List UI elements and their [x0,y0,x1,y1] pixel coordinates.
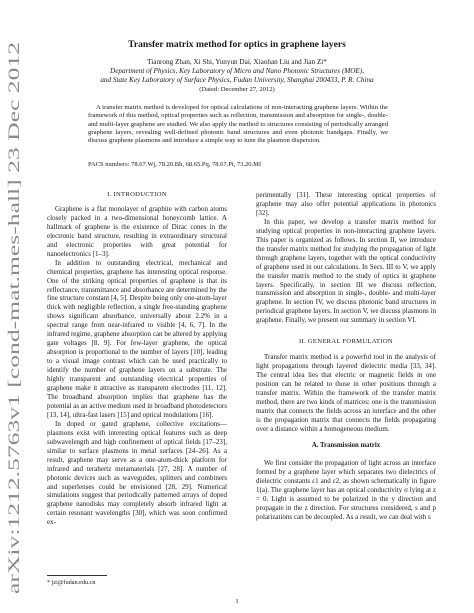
formulation-paragraph-2: We first consider the propagation of light across an interface formed by a graphene layer which separates two dielectrics of dielectric constants ε1 and ε2, as shown schematically in figure 1(a). The graphene layer has an optical conductivity σ lying at z = 0. Light is assumed to be polarized in the y direction and propagate in the z direction. For structures considered, s and p polarizations can be decoupled. As a result, we can deal with s [256,458,436,521]
intro-paragraph-3: In doped or gated graphene, collective excitations—plasmons exist with interesting optical features such as deep subwavelength and high confinement of optical fields [17–23], similar to surface plasmons in metal surfaces [24–26]. As a result, graphene may serve as a one-atom-thick platform for infrared and terahertz metamaterials [27, 28]. A number of photonic devices such as waveguides, splitters and combiners and superlenses could be envisioned [28, 29]. Numerical simulations suggest that periodically patterned arrays of doped graphene nanodisks may completely absorb infrared light at certain resonant wavelengths [30], which was soon confirmed ex- [47,419,227,527]
arxiv-stamp-svg [4,42,24,594]
right-column [256,191,436,521]
arxiv-stamp-text: arXiv:1212.5763v1 [cond-mat.mes-hall] 23 Dec 2012 [6,259,23,594]
paper-title: Transfer matrix method for optics in graphene layers [128,39,346,50]
page-number: 1 [235,598,239,605]
abstract: A transfer matrix method is developed for optical calculations of non-interacting graphene layers. Within the framework of this method, optical properties such as reflection, transmission and absorption for single-, double- and multi-layer graphene are studied. We also apply the method to structures consisting of periodically arranged graphene layers, revealing well-defined photonic band structures and even photonic bandgaps. Finally, we discuss graphene plasmons and introduce a simple way to tune the plasmon dispersion. [88,104,388,145]
intro-paragraph-2: In addition to outstanding electrical, mechanical and chemical properties, graphene has interesting optical response. One of the striking optical properties of graphene is that its reflectance, transmittance and absorbance are determined by the fine structure constant [4, 5]. Despite being only one-atom-layer thick with negligible reflection, a single free-standing graphene shows significant absorbance, universally about 2.2% in a spectral range from near-infrared to visible [4, 6, 7]. In the infrared regime, graphene absorption can be altered by applying gate voltages [8, 9]. For few-layer graphene, the optical absorption is proportional to the number of layers [10], leading to a visual image contrast which can be used practically to identify the number of graphene layers on a substrate. The highly transparent and outstanding electrical properties of graphene make it attractive as transparent electrodes [11, 12]. The broadband absorption implies that graphene has the potential as an active medium used in broadband photodetectors [13, 14], ultra-fast lasers [15] and optical modulations [16]. [47,258,227,419]
formulation-paragraph-1: Transfer matrix method is a powerful tool in the analysis of light propagations through layered dielectric media [33, 34]. The central idea lies that electric or magnetic fields in one position can be related to those in other positions through a transfer matrix. Within the framework of the transfer matrix method, there are two kinds of matrices: one is the transmission matrix that connects the fields across an interface and the other is the propagation matrix that connects the fields propagating over a distance within a homogeneous medium. [256,353,436,433]
intro-paragraph-1: Graphene is a flat monolayer of graphite with carbon atoms closely packed in a two-dimensional honeycomb lattice. A hallmark of graphene is the existence of Dirac cones in the electronic band structure, resulting in extraordinary structural and electronic properties with great potential for nanoelectronics [1–3]. [47,204,227,258]
paper-date: (Dated: December 27, 2012) [199,86,275,93]
affiliation-line-2: and State Key Laboratory of Surface Physics, Fudan University, Shanghai 200433, P. R. China [100,75,374,84]
affiliation-line-1: Department of Physics, Key Laboratory of Micro and Nano Photonic Structures (MOE), [110,67,364,75]
intro-paragraph-continued: perimentally [31]. These interesting optical properties of graphene may also offer potential applications in photonics [32]. [256,191,436,217]
footnote-email: * jzi@fudan.edu.cn [47,579,96,586]
pacs-numbers: PACS numbers: 78.67.Wj, 78.20.Bh, 68.65.Pq, 78.67.Pt, 73.20.Mf [88,161,262,168]
footnote-rule [47,575,107,576]
paper-authors: Tianrong Zhan, Xi Shi, Yunyun Dai, Xiaohan Liu and Jian Zi* [147,58,327,66]
arxiv-stamp [4,42,24,594]
paper-affiliation [40,67,434,85]
intro-paragraph-outline: In this paper, we develop a transfer matrix method for studying optical properties in non-interacting graphene layers. This paper is organized as follows. In section II, we introduce the transfer matrix method for studying the propagation of light through graphene layers, together with the optical conductivity of graphene used in our calculations. In Secs. III to V, we apply the transfer matrix method to the study of optics in graphene layers. Specifically, in section III we discuss reflection, transmission and absorption in single-, double- and multi-layer graphene. In section IV, we discuss photonic band structures in periodical graphene layers. In section V, we discuss plasmons in graphene. Finally, we present our summary in section VI. [256,217,436,325]
left-column [47,191,227,527]
section-heading-introduction: I. INTRODUCTION [107,191,167,198]
section-heading-general-formulation: II. GENERAL FORMULATION [298,338,393,346]
subsection-heading-transmission-matrix: A. Transmission matrix [311,441,381,449]
